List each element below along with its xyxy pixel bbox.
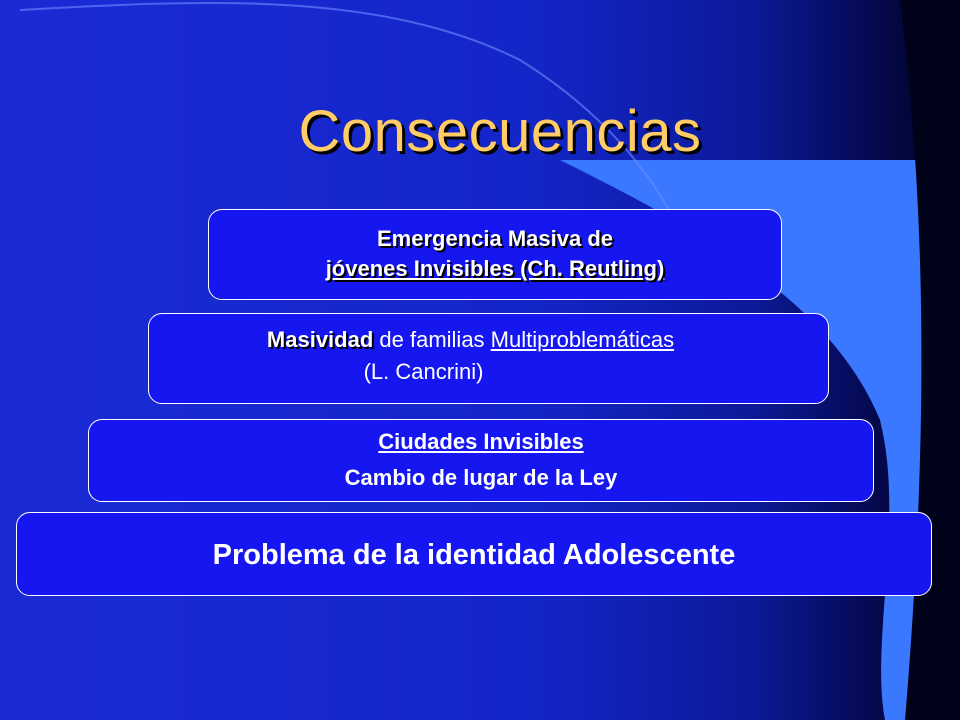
box-problema-identidad: Problema de la identidad Adolescente: [16, 512, 932, 596]
slide-title: Consecuencias: [298, 99, 702, 164]
box-emergencia-line2: jóvenes Invisibles (Ch. Reutling): [325, 256, 665, 281]
box-masividad-line2: (L. Cancrini): [363, 359, 484, 384]
box-ciudades: [88, 419, 874, 502]
box-masividad-line1: [149, 324, 828, 356]
box-emergencia-line1: Emergencia Masiva de: [376, 226, 613, 251]
box-masividad: [148, 313, 829, 404]
masividad-word: Masividad: [266, 327, 374, 352]
box-ciudades-line2: Cambio de lugar de la Ley: [344, 465, 618, 490]
multiproblematicas-word: Multiproblemáticas: [490, 327, 675, 352]
box-ciudades-line1: Ciudades Invisibles: [378, 429, 584, 454]
box-emergencia: [208, 209, 782, 300]
de-familias-text: de familias: [373, 327, 491, 352]
